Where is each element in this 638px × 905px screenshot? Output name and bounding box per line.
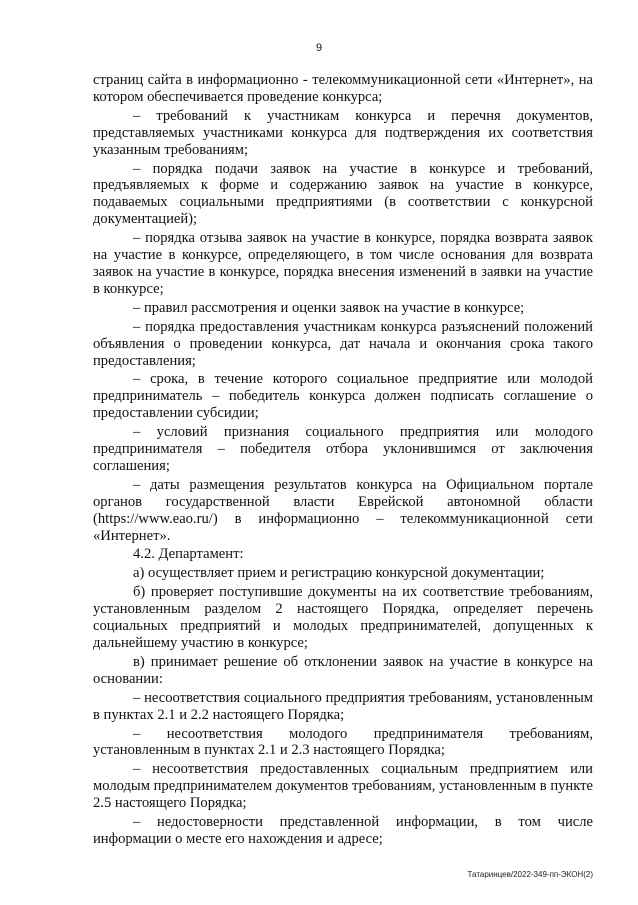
page-number: 9: [315, 42, 323, 54]
paragraph-8: – условий признания социального предприятия или молодого предпринимателя – победителя отбора уклонившимся от заключения соглашения;: [93, 424, 593, 474]
document-body: [93, 72, 593, 848]
paragraph-14: – несоответствия социального предприятия требованиям, установленным в пунктах 2.1 и 2.2 настоящего Порядка;: [93, 689, 593, 723]
paragraph-17: – недостоверности представленной информации, в том числе информации о месте его нахождения и адресе;: [93, 814, 593, 847]
paragraph-3: – порядка подачи заявок на участие в конкурсе и требований, предъявляемых к форме и содержанию заявок на участие в конкурсе, подаваемых социальными предприятиями (в соответствии с конкурсной документацией);: [93, 160, 593, 228]
paragraph-15: – несоответствия молодого предпринимателя требованиям, установленным в пунктах 2.1 и 2.3 настоящего Порядка;: [93, 725, 593, 759]
paragraph-5: – правил рассмотрения и оценки заявок на участие в конкурсе;: [133, 299, 525, 316]
paragraph-7: – срока, в течение которого социальное предприятие или молодой предприниматель – победитель конкурса должен подписать соглашение о предоставлении субсидии;: [93, 371, 593, 422]
paragraph-9: – даты размещения результатов конкурса на Официальном портале органов государственной власти Еврейской автономной области (https://www.eao.ru/) в информационно – телекоммуникационной сети «Интернет».: [93, 476, 593, 544]
paragraph-6: – порядка предоставления участникам конкурса разъяснений положений объявления о проведении конкурса, дат начала и окончания срока такого предоставления;: [93, 318, 593, 369]
paragraph-11: а) осуществляет прием и регистрацию конкурсной документации;: [133, 565, 545, 582]
paragraph-1: страниц сайта в информационно - телекоммуникационной сети «Интернет», на котором обеспечивается проведение конкурса;: [93, 72, 593, 105]
paragraph-4: – порядка отзыва заявок на участие в конкурсе, порядка возврата заявок на участие в конкурсе, определяющего, в том числе основания для возврата заявок на участие в конкурсе, порядка внесения изменений в заявки на участие в конкурсе;: [93, 230, 593, 297]
paragraph-10: 4.2. Департамент:: [133, 546, 244, 563]
paragraph-12: б) проверяет поступившие документы на их соответствие требованиям, установленным разделом 2 настоящего Порядка, определяет перечень социальных предприятий и молодых предпринимателей, допущенных к дальнейшему участию в конкурсе;: [93, 584, 593, 651]
paragraph-16: – несоответствия предоставленных социальным предприятием или молодым предпринимателем документов требованиям, установленным в пункте 2.5 настоящего Порядка;: [93, 761, 593, 812]
paragraph-2: – требований к участникам конкурса и перечня документов, представляемых участниками конкурса для подтверждения их соответствия указанным требованиям;: [93, 107, 593, 158]
paragraph-13: в) принимает решение об отклонении заявок на участие в конкурсе на основании:: [93, 653, 593, 687]
document-footer-id: Татаринцев/2022-349-пп-ЭКОН(2): [467, 870, 593, 879]
